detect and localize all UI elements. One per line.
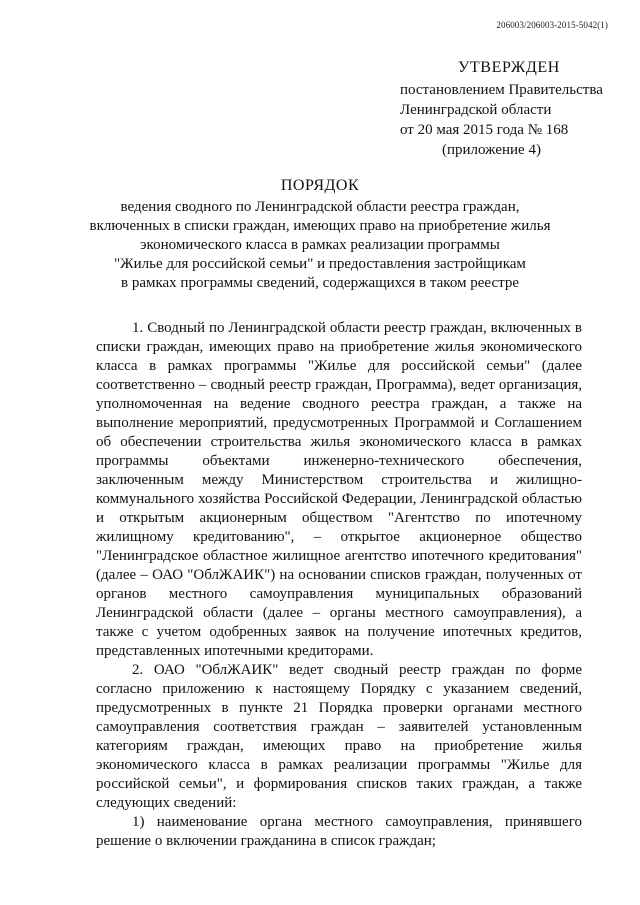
approval-line-1: постановлением Правительства	[400, 82, 603, 98]
approval-line-2: Ленинградской области	[400, 102, 552, 118]
document-subtitle-line: в рамках программы сведений, содержащихся в таком реестре	[120, 275, 520, 291]
document-heading	[60, 176, 580, 293]
document-body	[96, 319, 582, 851]
paragraph-2: 2. ОАО "ОблЖАИК" ведет сводный реестр граждан по форме согласно приложению к настоящему Порядку с указанием сведений, предусмотренных в пункте 21 Порядка проверки органами местного самоуправления соответствия граждан – заявителей установленным категориям граждан, имеющих право на приобретение жилья экономического класса в рамках реализации программы "Жилье для российской семьи", и формирования списков таких граждан, а также следующих сведений:	[96, 662, 582, 811]
approval-stamp	[398, 58, 628, 160]
document-title: ПОРЯДОК	[280, 177, 360, 194]
document-subtitle-line: экономического класса в рамках реализации программы	[140, 237, 500, 253]
document-subtitle-line: "Жилье для российской семьи" и предоставления застройщикам	[114, 256, 526, 272]
paragraph-1: 1. Сводный по Ленинградской области реестр граждан, включенных в списки граждан, имеющих право на приобретение жилья экономического класса в рамках программы "Жилье для российской семьи" (далее соответственно – сводный реестр граждан, Программа), ведет организация, уполномоченная на ведение сводного реестра граждан, а также на выполнение мероприятий, предусмотренных Программой и Соглашением об обеспечении строительства жилья экономического класса в рамках программы объектами инженерно-технического обеспечения, заключенным между Министерством строительства и жилищно-коммунального хозяйства Российской Федерации, Ленинградской областью и открытым акционерным обществом "Агентство по ипотечному жилищному кредитованию", – открытое акционерное общество "Ленинградское областное жилищное агентство ипотечного кредитования" (далее – ОАО "ОблЖАИК") на основании списков граждан, полученных от органов местного самоуправления муниципальных образований Ленинградской области (далее – органы местного самоуправления), а также с учетом одобренных заявок на получение ипотечных кредитов, представленных ипотечными кредиторами.	[96, 320, 582, 659]
document-subtitle-line: включенных в списки граждан, имеющих право на приобретение жилья	[89, 218, 551, 234]
approval-title: УТВЕРЖДЕН	[458, 59, 560, 76]
approval-line-3: от 20 мая 2015 года № 168	[400, 122, 569, 138]
paragraph-2-item-1: 1) наименование органа местного самоуправления, принявшего решение о включении гражданина в список граждан;	[96, 814, 582, 849]
document-registration-number: 206003/206003-2015-5042(1)	[496, 20, 608, 30]
approval-line-4: (приложение 4)	[442, 142, 541, 158]
document-subtitle-line: ведения сводного по Ленинградской области реестра граждан,	[120, 199, 520, 215]
